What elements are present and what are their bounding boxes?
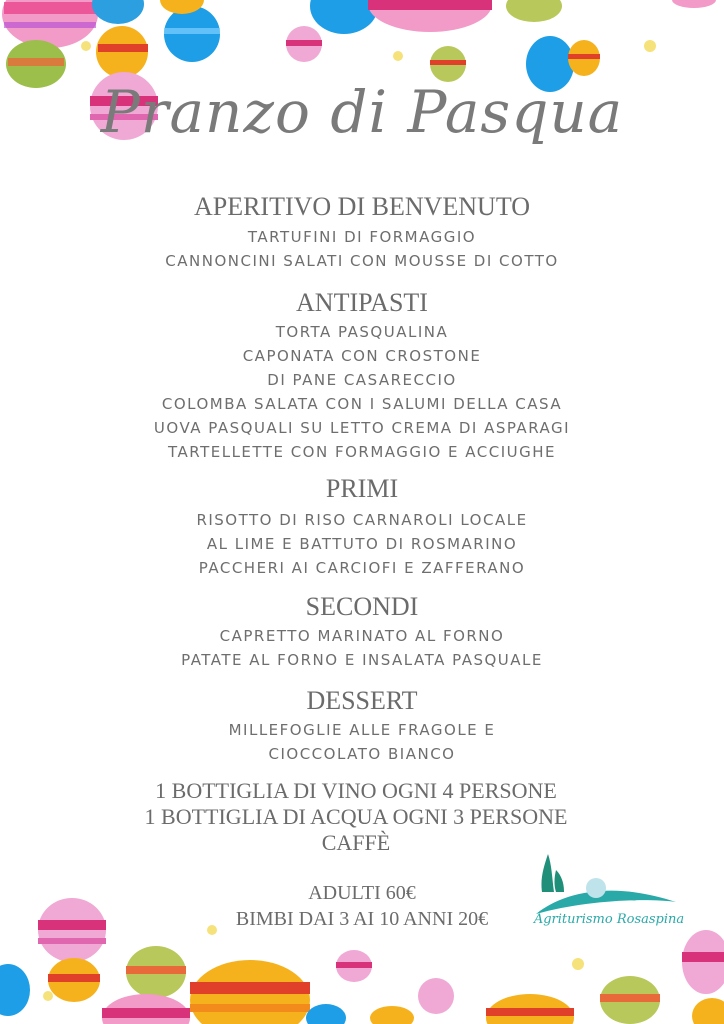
easter-egg-icon bbox=[430, 46, 466, 82]
menu-item: TORTA PASQUALINA bbox=[275, 323, 449, 341]
menu-item: PATATE AL FORNO E INSALATA PASQUALE bbox=[181, 651, 543, 669]
menu-item: MILLEFOGLIE ALLE FRAGOLE E bbox=[228, 721, 496, 739]
easter-egg-icon bbox=[0, 964, 30, 1016]
section-heading: SECONDI bbox=[305, 592, 419, 621]
price-line: ADULTI 60€ bbox=[308, 882, 416, 904]
menu-item: CANNONCINI SALATI CON MOUSSE DI COTTO bbox=[165, 252, 559, 270]
easter-egg-icon bbox=[600, 976, 660, 1024]
section-heading: APERITIVO DI BENVENUTO bbox=[193, 192, 531, 221]
easter-egg-icon bbox=[286, 26, 322, 62]
easter-egg-icon bbox=[126, 946, 186, 998]
easter-egg-icon bbox=[310, 0, 378, 34]
section-heading: ANTIPASTI bbox=[296, 288, 428, 317]
drink-line: 1 BOTTIGLIA DI VINO OGNI 4 PERSONE bbox=[155, 778, 557, 803]
easter-egg-icon bbox=[692, 998, 724, 1024]
drink-line: CAFFÈ bbox=[321, 830, 391, 855]
menu-item: COLOMBA SALATA CON I SALUMI DELLA CASA bbox=[161, 395, 563, 413]
easter-egg-icon bbox=[336, 950, 372, 982]
easter-egg-icon bbox=[102, 994, 190, 1024]
easter-egg-icon bbox=[506, 0, 562, 22]
easter-egg-icon bbox=[190, 960, 310, 1024]
agriturismo-logo bbox=[526, 852, 692, 942]
easter-egg-icon bbox=[164, 6, 220, 62]
menu-item: CAPRETTO MARINATO AL FORNO bbox=[219, 627, 505, 645]
drink-line: 1 BOTTIGLIA DI ACQUA OGNI 3 PERSONE bbox=[144, 804, 568, 829]
logo-text: Agriturismo Rosaspina bbox=[533, 912, 685, 927]
section-heading: PRIMI bbox=[325, 474, 399, 503]
easter-egg-icon bbox=[2, 0, 98, 48]
menu-section-dessert bbox=[0, 686, 724, 766]
easter-egg-icon bbox=[48, 958, 100, 1002]
menu-item: UOVA PASQUALI SU LETTO CREMA DI ASPARAGI bbox=[153, 419, 571, 437]
page-title: Pranzo di Pasqua bbox=[100, 78, 624, 146]
easter-egg-icon bbox=[568, 40, 600, 76]
easter-egg-icon bbox=[486, 994, 574, 1024]
menu-item: CIOCCOLATO BIANCO bbox=[268, 745, 456, 763]
easter-egg-icon bbox=[370, 1006, 414, 1024]
menu-section-secondi bbox=[0, 592, 724, 672]
easter-egg-icon bbox=[672, 0, 716, 8]
menu-section-aperitivo bbox=[0, 192, 724, 273]
menu-section-primi bbox=[0, 474, 724, 580]
menu-item: PACCHERI AI CARCIOFI E ZAFFERANO bbox=[198, 559, 526, 577]
easter-egg-icon bbox=[306, 1004, 346, 1024]
easter-egg-icon bbox=[418, 978, 454, 1014]
drinks-section bbox=[0, 778, 718, 856]
menu-section-antipasti bbox=[0, 288, 724, 464]
menu-item: DI PANE CASARECCIO bbox=[267, 371, 457, 389]
menu-item: TARTELLETTE CON FORMAGGIO E ACCIUGHE bbox=[167, 443, 556, 461]
menu-item: CAPONATA CON CROSTONE bbox=[242, 347, 482, 365]
menu-item: RISOTTO DI RISO CARNAROLI LOCALE bbox=[196, 511, 528, 529]
price-line: BIMBI DAI 3 AI 10 ANNI 20€ bbox=[235, 908, 489, 930]
section-heading: DESSERT bbox=[306, 686, 418, 715]
easter-egg-icon bbox=[96, 26, 148, 78]
easter-egg-icon bbox=[92, 0, 144, 24]
menu-item: AL LIME E BATTUTO DI ROSMARINO bbox=[206, 535, 518, 553]
easter-egg-icon bbox=[368, 0, 492, 32]
menu-item: TARTUFINI DI FORMAGGIO bbox=[247, 228, 477, 246]
